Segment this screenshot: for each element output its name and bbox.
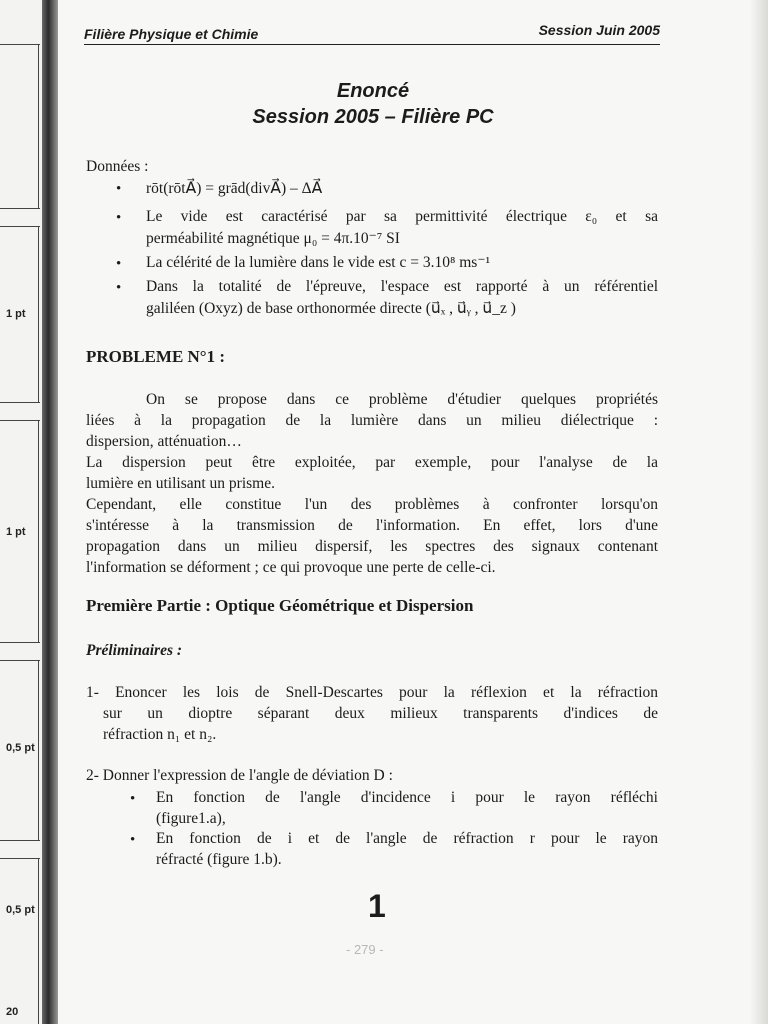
strip-divider — [0, 402, 40, 403]
strip-vertical — [38, 226, 39, 402]
problem-p1-line3: dispersion, atténuation… — [86, 433, 242, 450]
question-1-line1: 1- Enoncer les lois de Snell-Descartes pour la réflexion et la réfraction — [86, 684, 658, 701]
strip-divider — [0, 226, 40, 227]
question-2-bullet1-line2: (figure1.a), — [156, 810, 226, 827]
strip-divider — [0, 44, 40, 45]
question-2-bullet1-line1: En fonction de l'angle d'incidence i pour le rayon réfléchi — [156, 789, 658, 806]
strip-divider — [0, 642, 40, 643]
question-1-line2: sur un dioptre séparant deux milieux transparents d'indices de — [103, 705, 658, 722]
page-number: 1 — [368, 888, 386, 924]
bullet-icon: • — [130, 832, 136, 848]
strip-vertical — [38, 660, 39, 840]
preliminaires-label: Préliminaires : — [86, 642, 183, 659]
problem-p3-line4: l'information se déforment ; ce qui provoque une perte de celle-ci. — [86, 559, 496, 576]
strip-divider — [0, 660, 40, 661]
part1-title: Première Partie : Optique Géométrique et Dispersion — [86, 596, 474, 615]
bullet-icon: • — [116, 210, 122, 226]
problem-p2-line1: La dispersion peut être exploitée, par exemple, pour l'analyse de la — [86, 454, 658, 471]
footer-page-number: - 279 - — [346, 942, 384, 957]
problem-p3-line2: s'intéresse à la transmission de l'information. En effet, lors d'une — [86, 517, 658, 534]
donnees-item-2-line1: Le vide est caractérisé par sa permittivité électrique ε₀ et sa — [146, 208, 658, 225]
margin-points-label: 1 pt — [6, 526, 26, 538]
donnees-item-2-line2: perméabilité magnétique μ₀ = 4π.10⁻⁷ SI — [146, 230, 400, 247]
margin-points-label: 0,5 pt — [6, 904, 35, 916]
question-2-bullet2-line1: En fonction de i et de l'angle de réfraction r pour le rayon — [156, 830, 658, 847]
strip-divider — [0, 208, 40, 209]
problem-p3-line1: Cependant, elle constitue l'un des problèmes à confronter lorsqu'on — [86, 496, 658, 513]
margin-points-label: 0,5 pt — [6, 742, 35, 754]
problem-p2-line2: lumière en utilisant un prisme. — [86, 475, 275, 492]
title-line1: Enoncé — [336, 80, 410, 102]
strip-divider — [0, 858, 40, 859]
margin-points-label: 20 — [6, 1006, 19, 1018]
document-page — [58, 0, 768, 1024]
margin-points-label: 1 pt — [6, 308, 26, 320]
problem-p1-line1: On se propose dans ce problème d'étudier quelques propriétés — [146, 391, 658, 408]
page-edge-shadow — [750, 0, 768, 1024]
strip-vertical — [38, 858, 39, 1024]
strip-vertical — [38, 420, 39, 642]
donnees-item-3: La célérité de la lumière dans le vide est c = 3.10⁸ ms⁻¹ — [146, 254, 491, 271]
header-left: Filière Physique et Chimie — [84, 26, 259, 42]
donnees-label: Données : — [86, 158, 149, 175]
strip-divider — [0, 840, 40, 841]
title-line2: Session 2005 – Filière PC — [252, 106, 494, 128]
problem-p3-line3: propagation dans un milieu dispersif, les spectres des signaux contenant — [86, 538, 658, 555]
bullet-icon: • — [116, 256, 122, 272]
margin-score-strip — [0, 0, 43, 1024]
donnees-item-1: rōt(rōtA⃗) = grād(divA⃗) – ΔA⃗ — [146, 180, 323, 197]
bullet-icon: • — [130, 791, 136, 807]
donnees-item-4-line2: galiléen (Oxyz) de base orthonormée directe (u⃗ₓ , u⃗ᵧ , u⃗_z ) — [146, 300, 516, 317]
problem-title: PROBLEME N°1 : — [86, 347, 226, 366]
header-right: Session Juin 2005 — [538, 22, 660, 38]
donnees-item-4-line1: Dans la totalité de l'épreuve, l'espace est rapporté à un référentiel — [146, 278, 658, 295]
question-2-line1: 2- Donner l'expression de l'angle de déviation D : — [86, 767, 393, 784]
book-binding — [42, 0, 58, 1024]
strip-divider — [0, 420, 40, 421]
bullet-icon: • — [116, 181, 122, 197]
bullet-icon: • — [116, 280, 122, 296]
question-1-line3: réfraction n₁ et n₂. — [103, 726, 217, 743]
page-header — [84, 20, 660, 45]
strip-vertical — [38, 44, 39, 208]
question-2-bullet2-line2: réfracté (figure 1.b). — [156, 851, 282, 868]
problem-p1-line2: liées à la propagation de la lumière dans un milieu diélectrique : — [86, 412, 658, 429]
